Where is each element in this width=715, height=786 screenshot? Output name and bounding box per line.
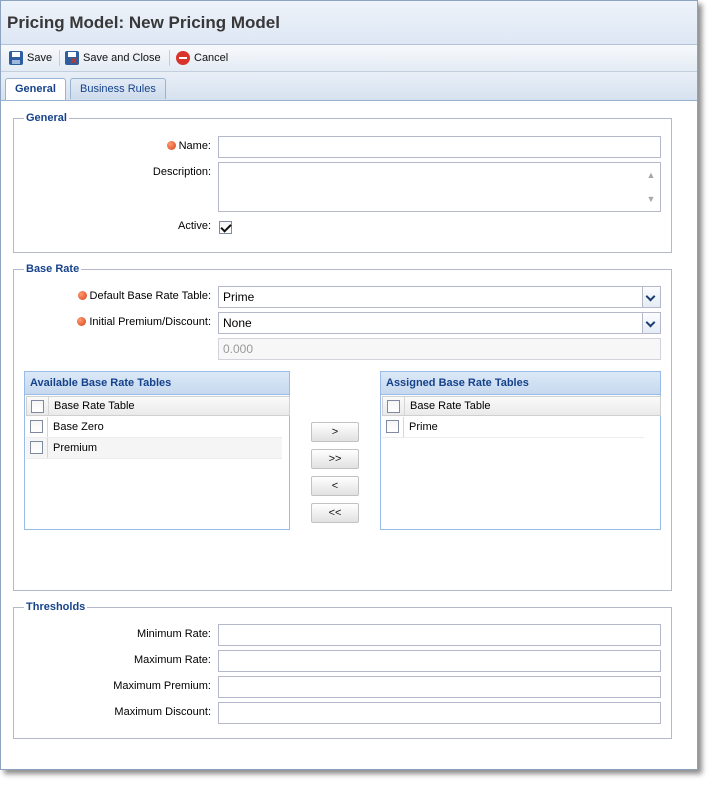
column-divider: [48, 397, 49, 415]
toolbar-separator: [169, 50, 170, 66]
tab-general[interactable]: General: [5, 78, 66, 100]
minimum-rate-label: Minimum Rate:: [137, 628, 211, 640]
description-label: Description:: [152, 166, 211, 178]
required-icon: [167, 141, 176, 150]
assigned-row-prime[interactable]: [382, 417, 644, 438]
column-divider: [47, 438, 48, 458]
cancel-label: Cancel: [194, 52, 229, 64]
window-title: Pricing Model: New Pricing Model: [7, 13, 280, 32]
assigned-column-header[interactable]: Base Rate Table: [410, 400, 491, 412]
premium-discount-amount-input: 0.000: [218, 338, 661, 360]
available-column-header[interactable]: Base Rate Table: [54, 400, 135, 412]
available-grid-title: Available Base Rate Tables: [25, 372, 289, 395]
cancel-button[interactable]: [176, 50, 228, 66]
add-all-button[interactable]: >>: [311, 449, 359, 469]
maximum-discount-input[interactable]: [218, 702, 661, 724]
row-checkbox[interactable]: [30, 420, 43, 433]
available-select-all-checkbox[interactable]: [31, 400, 44, 413]
required-icon: [78, 291, 87, 300]
general-legend: General: [26, 112, 67, 124]
default-base-rate-table-value: Prime: [223, 290, 255, 304]
base-rate-legend: Base Rate: [26, 263, 80, 275]
save-icon: [9, 51, 23, 65]
column-divider: [403, 417, 404, 437]
maximum-premium-label: Maximum Premium:: [113, 680, 211, 692]
maximum-premium-input[interactable]: [218, 676, 661, 698]
assigned-grid-header: [382, 396, 661, 416]
default-base-rate-table-select[interactable]: [218, 286, 661, 308]
row-label: Base Zero: [53, 421, 104, 433]
assigned-select-all-checkbox[interactable]: [387, 400, 400, 413]
available-grid-header: [26, 396, 290, 416]
remove-selected-button[interactable]: <: [311, 476, 359, 496]
active-label: Active:: [177, 220, 211, 232]
toolbar-separator: [59, 50, 60, 66]
initial-premium-discount-select[interactable]: [218, 312, 661, 334]
remove-all-button[interactable]: <<: [311, 503, 359, 523]
thresholds-legend: Thresholds: [26, 601, 86, 613]
tab-business-rules[interactable]: Business Rules: [70, 78, 166, 99]
dropdown-arrow-icon[interactable]: [642, 287, 660, 307]
save-and-close-button[interactable]: [65, 50, 161, 66]
available-base-rate-tables-grid: [24, 371, 290, 530]
toolbar: [1, 45, 697, 72]
maximum-rate-input[interactable]: [218, 650, 661, 672]
column-divider: [404, 397, 405, 415]
assigned-base-rate-tables-grid: [380, 371, 661, 530]
name-label: Name:: [167, 140, 211, 152]
required-icon: [77, 317, 86, 326]
row-checkbox[interactable]: [386, 420, 399, 433]
description-scrollbar[interactable]: [643, 164, 659, 210]
add-selected-button[interactable]: >: [311, 422, 359, 442]
assigned-grid-title: Assigned Base Rate Tables: [381, 372, 660, 395]
scroll-down-arrow-icon[interactable]: ▼: [646, 194, 656, 204]
column-divider: [47, 417, 48, 437]
minimum-rate-input[interactable]: [218, 624, 661, 646]
name-input[interactable]: [218, 136, 661, 158]
save-close-icon: [65, 51, 79, 65]
available-row-premium[interactable]: [26, 438, 282, 459]
save-and-close-label: Save and Close: [83, 52, 161, 64]
tab-bar: [1, 72, 697, 101]
initial-premium-discount-value: None: [223, 316, 252, 330]
maximum-discount-label: Maximum Discount:: [114, 706, 211, 718]
save-button[interactable]: [9, 50, 52, 66]
available-row-base-zero[interactable]: [26, 417, 282, 438]
row-label: Prime: [409, 421, 438, 433]
cancel-icon: [176, 51, 190, 65]
scroll-up-arrow-icon[interactable]: ▲: [646, 170, 656, 180]
title-bar: [1, 1, 697, 45]
initial-premium-discount-label: Initial Premium/Discount:: [77, 316, 211, 328]
save-label: Save: [27, 52, 53, 64]
default-base-rate-table-label: Default Base Rate Table:: [78, 290, 211, 302]
maximum-rate-label: Maximum Rate:: [133, 654, 211, 666]
dropdown-arrow-icon[interactable]: [642, 313, 660, 333]
active-checkbox[interactable]: [219, 221, 232, 234]
row-label: Premium: [53, 442, 98, 454]
description-textarea[interactable]: [218, 162, 661, 212]
row-checkbox[interactable]: [30, 441, 43, 454]
